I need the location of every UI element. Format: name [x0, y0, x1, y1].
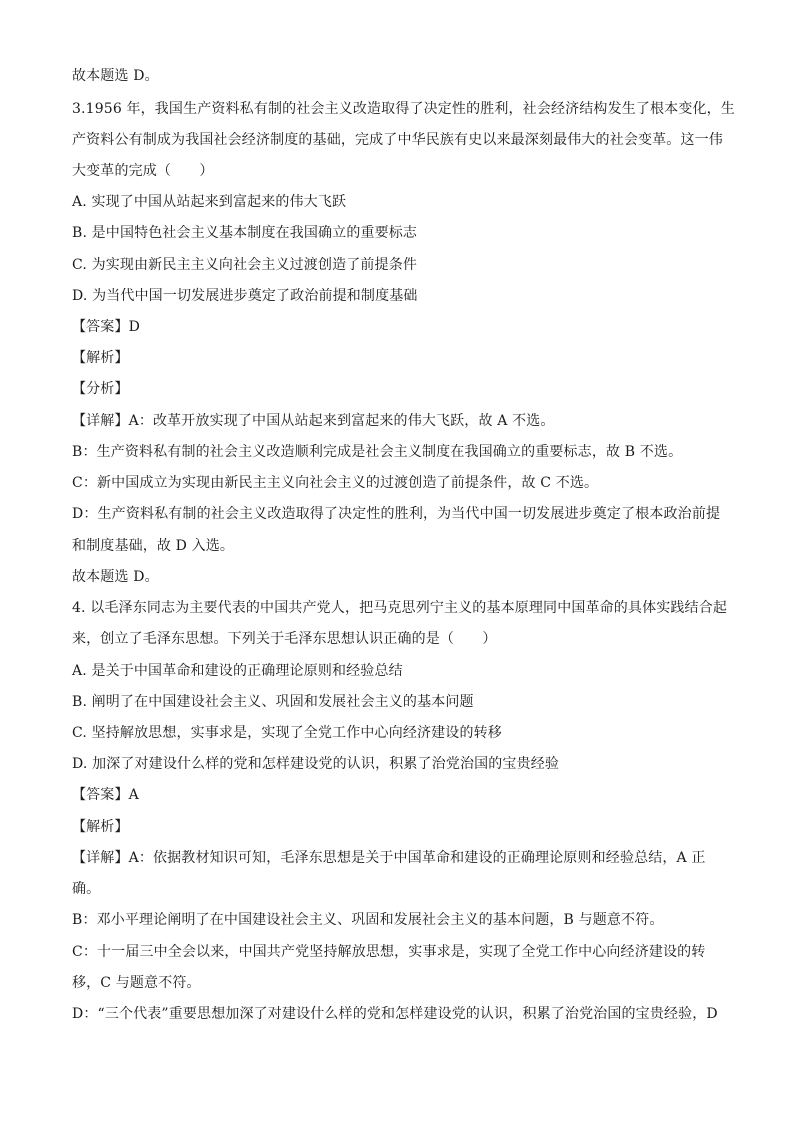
question-4-detail-c-line-2: 移，C 与题意不符。: [72, 975, 201, 991]
question-3-detail-a: 【详解】A：改革开放实现了中国从站起来到富起来的伟大飞跃，故 A 不选。: [72, 413, 555, 429]
question-3-detail-d-line-1: D：生产资料私有制的社会主义改造取得了决定性的胜利，为当代中国一切发展进步奠定了根本政治前提: [72, 506, 721, 522]
question-4-option-a: A. 是关于中国革命和建设的正确理论原则和经验总结: [72, 663, 403, 679]
question-3-fenxi-label: 【分析】: [72, 381, 129, 397]
question-3-option-d: D. 为当代中国一切发展进步奠定了政治前提和制度基础: [72, 288, 418, 304]
question-4-detail-c-line-1: C：十一届三中全会以来，中国共产党坚持解放思想，实事求是，实现了全党工作中心向经济建设的转: [72, 944, 706, 960]
conclusion-line: 故本题选 D。: [72, 68, 159, 84]
question-3-answer: 【答案】D: [72, 319, 140, 335]
question-3-option-b: B. 是中国特色社会主义基本制度在我国确立的重要标志: [72, 225, 418, 241]
question-4-stem-line-1: 4. 以毛泽东同志为主要代表的中国共产党人，把马克思列宁主义的基本原理同中国革命的具体实践结合起: [72, 600, 728, 616]
question-4-detail-b: B：邓小平理论阐明了在中国建设社会主义、巩固和发展社会主义的基本问题，B 与题意不符。: [72, 912, 664, 928]
question-4-detail-a-line-2: 确。: [72, 881, 101, 897]
question-4-analysis-label: 【解析】: [72, 819, 129, 835]
question-3-stem-line-3: 大变革的完成（ ）: [72, 163, 214, 179]
question-3-conclusion: 故本题选 D。: [72, 569, 159, 585]
question-3-detail-b: B：生产资料私有制的社会主义改造顺利完成是社会主义制度在我国确立的重要标志，故 B 不选。: [72, 444, 683, 460]
question-4-detail-d-line-1: D：“三个代表”重要思想加深了对建设什么样的党和怎样建设党的认识，积累了治党治国的宝贵经验，D: [72, 1006, 718, 1022]
question-4-option-c: C. 坚持解放思想，实事求是，实现了全党工作中心向经济建设的转移: [72, 725, 502, 741]
question-4-option-b: B. 阐明了在中国建设社会主义、巩固和发展社会主义的基本问题: [72, 694, 474, 710]
question-3-detail-c: C：新中国成立为实现由新民主主义向社会主义的过渡创造了前提条件，故 C 不选。: [72, 475, 599, 491]
question-3-detail-d-line-2: 和制度基础，故 D 入选。: [72, 538, 235, 554]
question-4-stem-line-2: 来，创立了毛泽东思想。下列关于毛泽东思想认识正确的是（ ）: [72, 631, 497, 647]
question-3-analysis-label: 【解析】: [72, 350, 129, 366]
question-3-option-c: C. 为实现由新民主主义向社会主义过渡创造了前提条件: [72, 257, 418, 273]
question-3-stem-line-1: 3.1956 年，我国生产资料私有制的社会主义改造取得了决定性的胜利，社会经济结构发生了根本变化，生: [72, 101, 735, 117]
question-4-answer: 【答案】A: [72, 787, 139, 803]
question-3-stem-line-2: 产资料公有制成为我国社会经济制度的基础，完成了中华民族有史以来最深刻最伟大的社会变革。这一伟: [72, 132, 723, 148]
question-4-option-d: D. 加深了对建设什么样的党和怎样建设党的认识，积累了治党治国的宝贵经验: [72, 756, 560, 772]
question-3-option-a: A. 实现了中国从站起来到富起来的伟大飞跃: [72, 194, 347, 210]
question-4-detail-a-line-1: 【详解】A：依据教材知识可知，毛泽东思想是关于中国革命和建设的正确理论原则和经验总结，A 正: [72, 850, 706, 866]
